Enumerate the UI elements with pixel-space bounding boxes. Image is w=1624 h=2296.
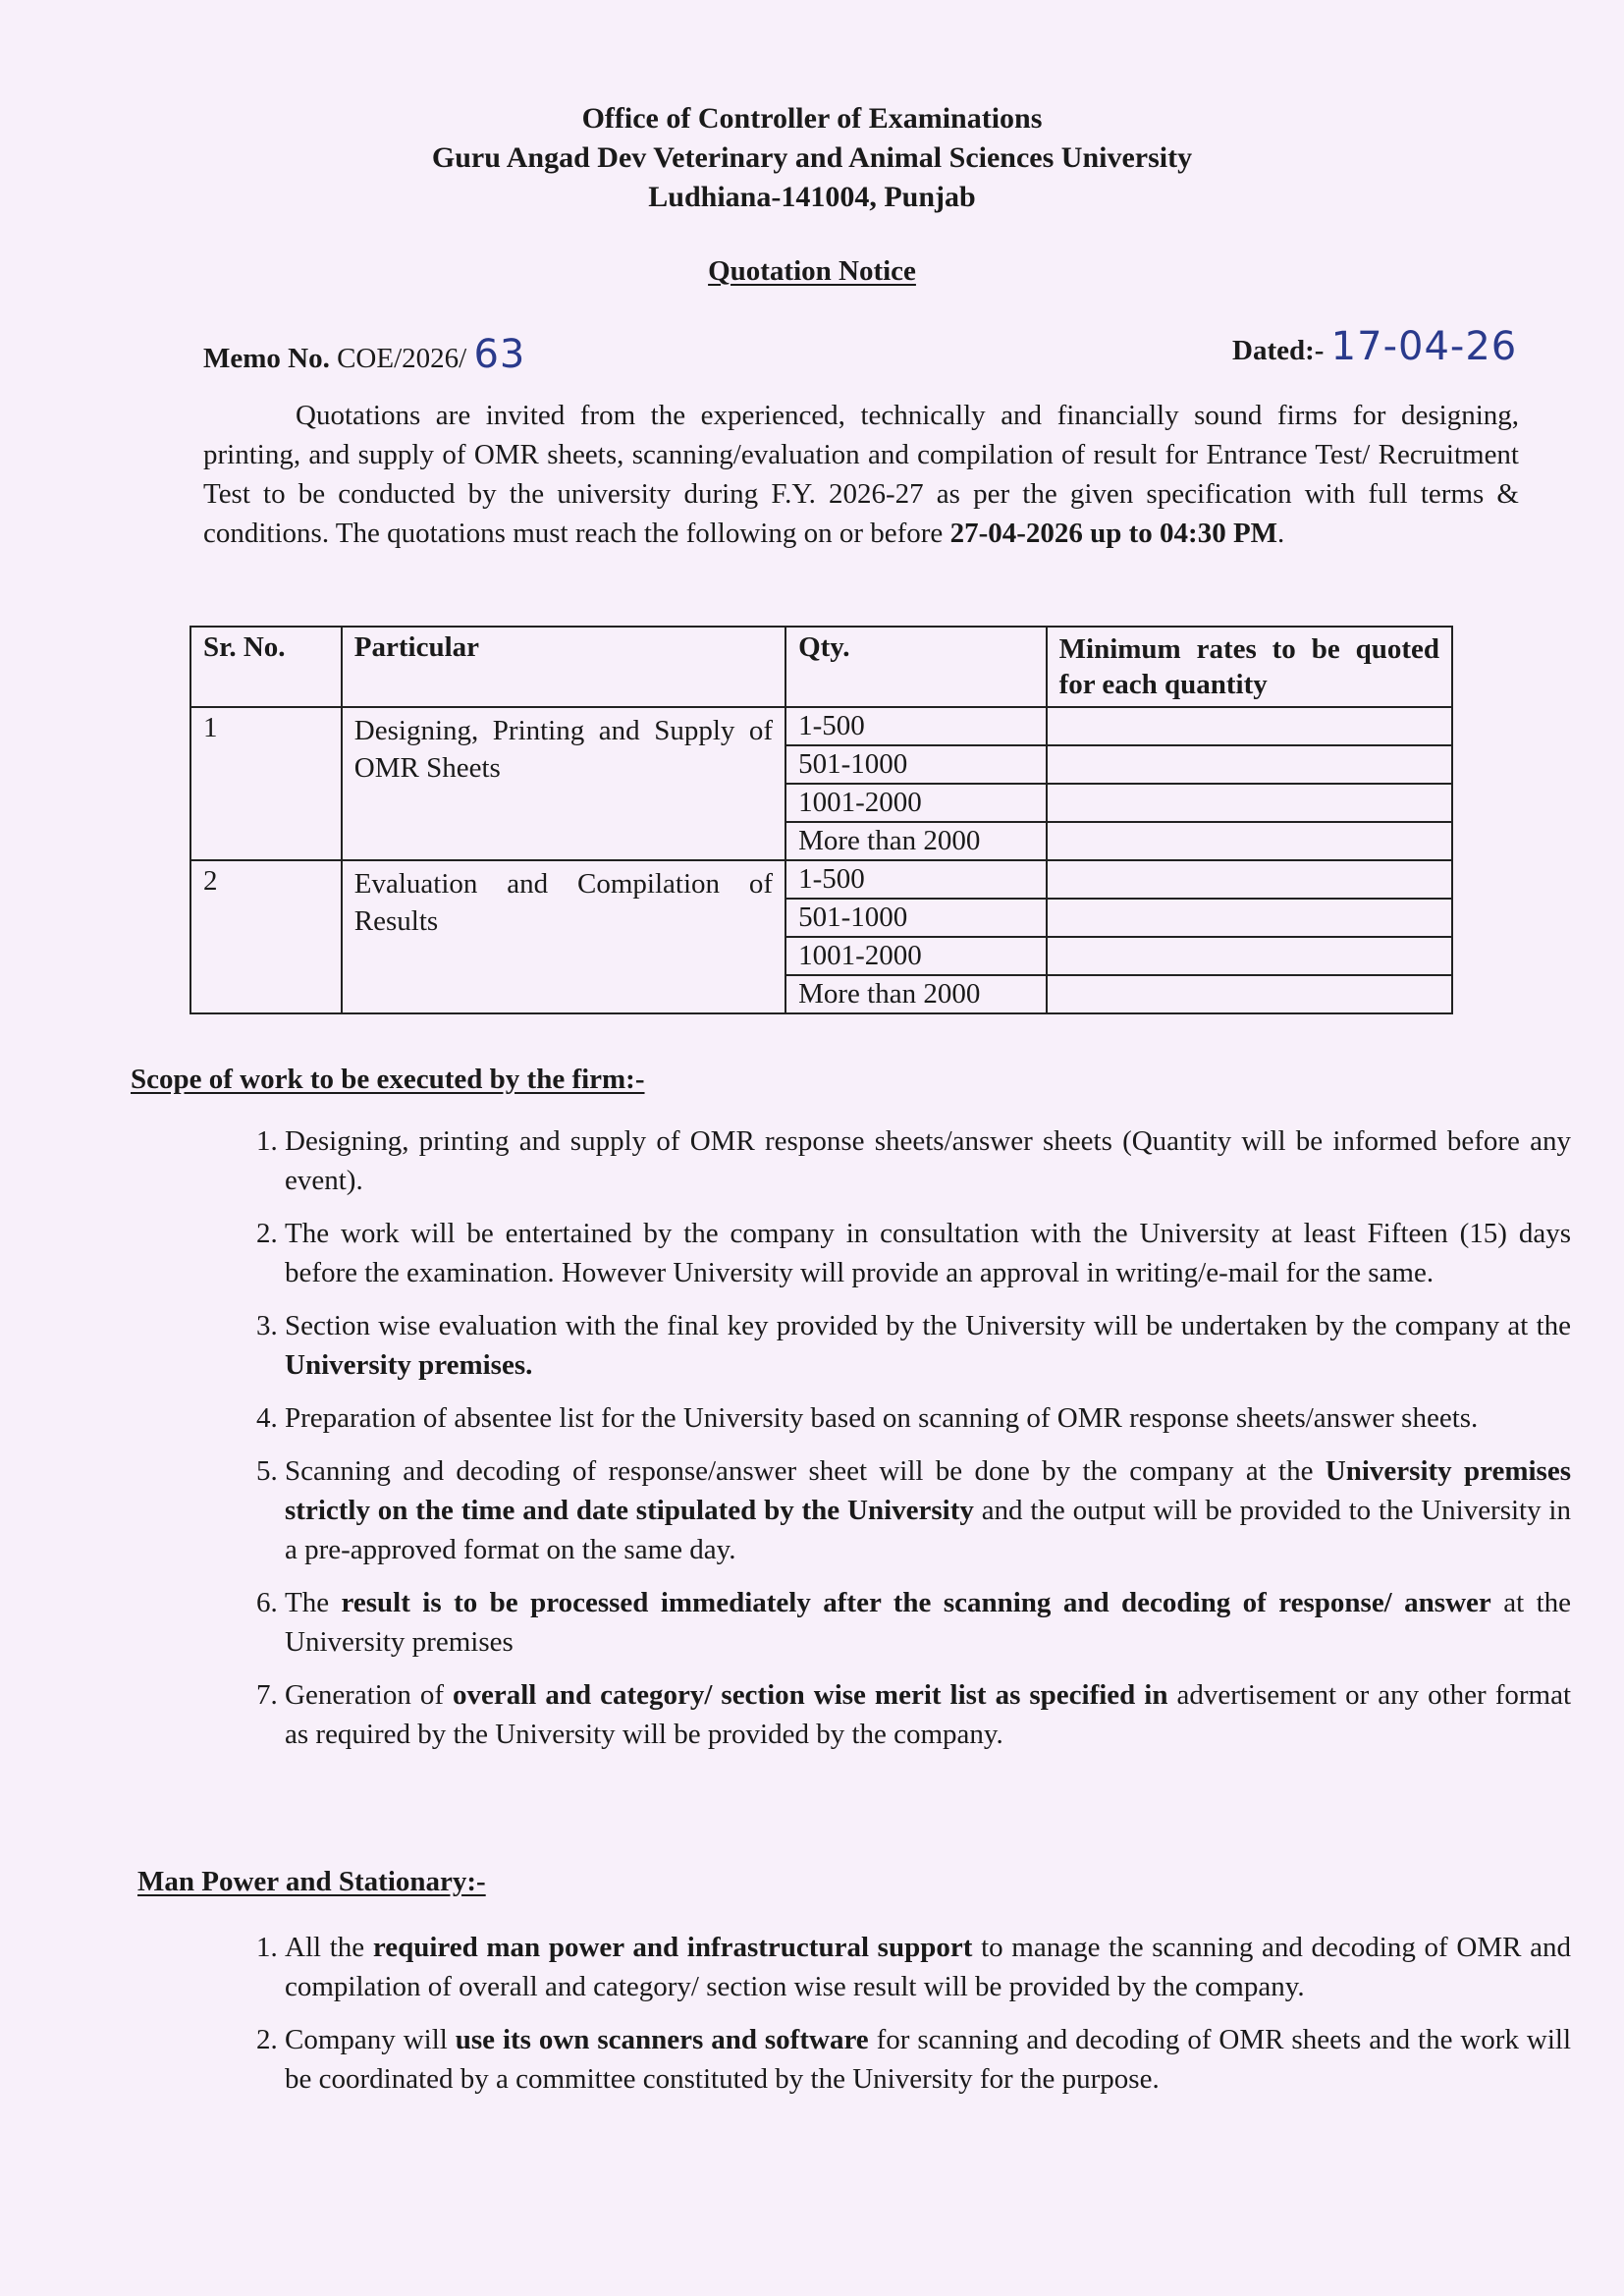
bold-text: result is to be processed immediately after the scanning and decoding of response/ answer bbox=[341, 1587, 1491, 1618]
text: to manage the scanning and decoding of OMR and compilation of overall and category/ section wise result will be provided by the company. bbox=[285, 1932, 1571, 2002]
text: Designing, printing and supply of OMR response sheets/answer sheets (Quantity will be informed before any event). bbox=[285, 1125, 1571, 1196]
qty-cell: 1001-2000 bbox=[785, 937, 1047, 975]
handwritten-date: 17-04-26 bbox=[1330, 324, 1518, 369]
rate-cell[interactable] bbox=[1047, 899, 1452, 937]
notice-title: Quotation Notice bbox=[708, 255, 916, 287]
intro-paragraph bbox=[203, 396, 1519, 553]
particular-cell: Evaluation and Compilation of Results bbox=[342, 860, 785, 1013]
table-row bbox=[190, 707, 1452, 745]
scope-heading: Scope of work to be executed by the firm:- bbox=[131, 1064, 645, 1095]
qty-cell: 1-500 bbox=[785, 707, 1047, 745]
dated-label: Dated:- bbox=[1232, 335, 1325, 366]
manpower-heading: Man Power and Stationary:- bbox=[137, 1866, 486, 1897]
col-header-sr: Sr. No. bbox=[190, 627, 342, 707]
qty-cell: 1001-2000 bbox=[785, 784, 1047, 822]
col-header-rate: Minimum rates to be quoted for each quantity bbox=[1047, 627, 1452, 707]
col-header-qty: Qty. bbox=[785, 627, 1047, 707]
text: at the University premises bbox=[285, 1587, 1572, 1658]
qty-cell: 501-1000 bbox=[785, 745, 1047, 784]
memo-date bbox=[1232, 324, 1517, 369]
university-address: Ludhiana-141004, Punjab bbox=[648, 181, 976, 213]
bold-text: University premises. bbox=[285, 1349, 533, 1381]
text: Company will bbox=[285, 2024, 456, 2055]
text: The work will be entertained by the company in consultation with the University at least Fifteen (15) days before the examination. However University will provide an approval in writing/e-mail for the same. bbox=[285, 1218, 1571, 1288]
bold-text: University premises strictly on the time and date stipulated by the University bbox=[285, 1455, 1571, 1526]
rate-cell[interactable] bbox=[1047, 937, 1452, 975]
intro-end: . bbox=[1277, 518, 1285, 549]
text: Preparation of absentee list for the University based on scanning of OMR response sheets/answer sheets. bbox=[285, 1402, 1479, 1434]
rate-cell[interactable] bbox=[1047, 745, 1452, 784]
qty-cell: More than 2000 bbox=[785, 975, 1047, 1013]
list-item bbox=[285, 1583, 1571, 1662]
list-item bbox=[285, 1121, 1571, 1200]
bold-text: use its own scanners and software bbox=[455, 2024, 869, 2055]
bold-text: overall and category/ section wise merit list as specified in bbox=[452, 1679, 1168, 1711]
intro-text: Quotations are invited from the experienced, technically and financially sound firms for designing, printing, and supply of OMR sheets, scanning/evaluation and compilation of result for Entrance Test/ Recruitment Test to be conducted by the university during F.Y. 2026-27 as per the given specification with full terms & conditions. The quotations must reach the following on or before bbox=[203, 400, 1519, 549]
memo-label: Memo No. bbox=[203, 343, 330, 374]
memo-prefix: COE/2026/ bbox=[337, 343, 467, 374]
text: The bbox=[285, 1587, 342, 1618]
office-title: Office of Controller of Examinations bbox=[581, 102, 1043, 135]
qty-cell: More than 2000 bbox=[785, 822, 1047, 860]
rate-cell[interactable] bbox=[1047, 707, 1452, 745]
text: advertisement or any other format as required by the University will be provided by the company. bbox=[285, 1679, 1572, 1750]
memo-number bbox=[203, 332, 525, 377]
university-name: Guru Angad Dev Veterinary and Animal Sciences University bbox=[431, 141, 1193, 174]
deadline: 27-04-2026 up to 04:30 PM bbox=[949, 518, 1278, 549]
text: and the output will be provided to the University in a pre-approved format on the same day. bbox=[285, 1495, 1571, 1565]
text: All the bbox=[285, 1932, 373, 1963]
rate-cell[interactable] bbox=[1047, 860, 1452, 899]
qty-cell: 1-500 bbox=[785, 860, 1047, 899]
bold-text: required man power and infrastructural support bbox=[372, 1932, 973, 1963]
text: Generation of bbox=[285, 1679, 453, 1711]
table-header-row bbox=[190, 627, 1452, 707]
quotation-table bbox=[189, 626, 1453, 1014]
text: Section wise evaluation with the final key provided by the University will be undertaken by the company at the bbox=[285, 1310, 1571, 1341]
manpower-list bbox=[236, 1928, 1571, 2112]
text: Scanning and decoding of response/answer sheet will be done by the company at the bbox=[285, 1455, 1326, 1487]
list-item bbox=[285, 1451, 1571, 1569]
table-row bbox=[190, 860, 1452, 899]
rate-cell[interactable] bbox=[1047, 975, 1452, 1013]
list-item bbox=[285, 1306, 1571, 1385]
rate-cell[interactable] bbox=[1047, 784, 1452, 822]
scope-list bbox=[236, 1121, 1571, 1768]
list-item bbox=[285, 1214, 1571, 1292]
list-item bbox=[285, 1675, 1571, 1754]
memo-handwritten-number: 63 bbox=[473, 332, 526, 377]
sr-cell: 1 bbox=[190, 707, 342, 860]
col-header-particular: Particular bbox=[342, 627, 785, 707]
text: for scanning and decoding of OMR sheets and the work will be coordinated by a committee constituted by the University for the purpose. bbox=[285, 2024, 1571, 2095]
list-item bbox=[285, 1928, 1571, 2006]
particular-cell: Designing, Printing and Supply of OMR Sheets bbox=[342, 707, 785, 860]
list-item bbox=[285, 2020, 1571, 2099]
qty-cell: 501-1000 bbox=[785, 899, 1047, 937]
sr-cell: 2 bbox=[190, 860, 342, 1013]
rate-cell[interactable] bbox=[1047, 822, 1452, 860]
list-item bbox=[285, 1398, 1571, 1438]
